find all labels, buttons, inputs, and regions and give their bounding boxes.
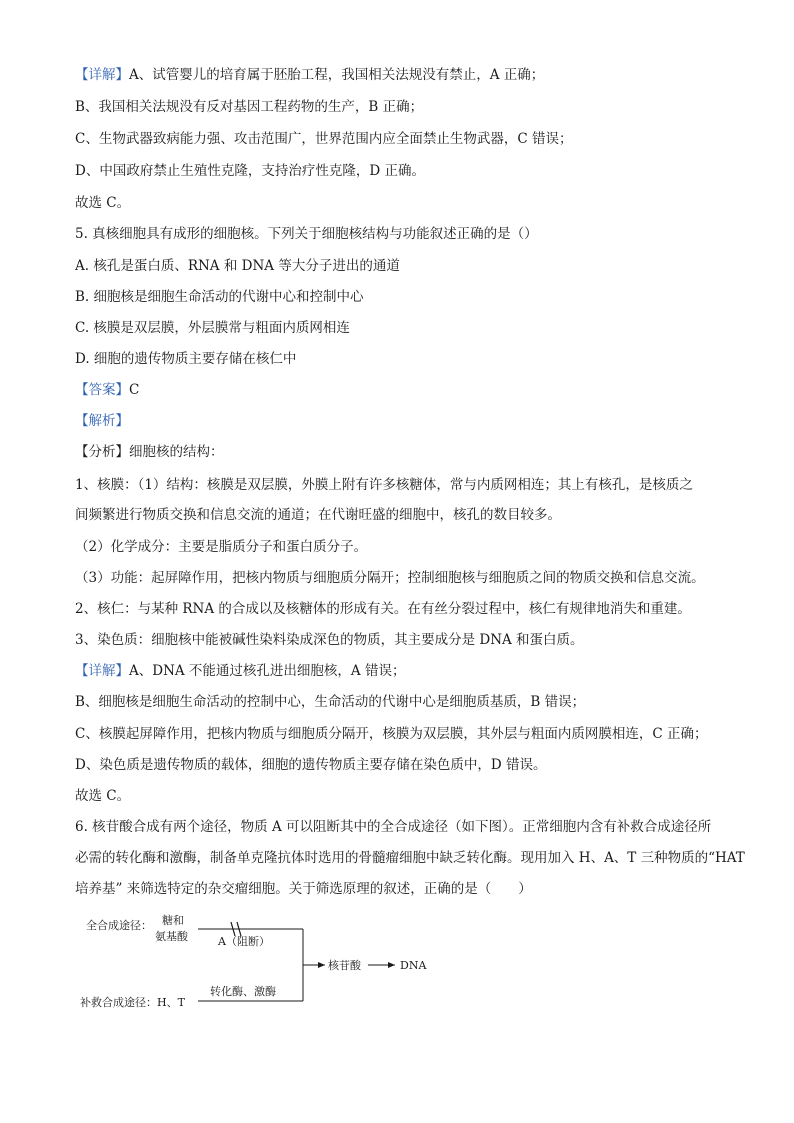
option-c: C. 核膜是双层膜，外层膜常与粗面内质网相连 [75, 320, 350, 336]
question-6-line: 必需的转化酶和激酶，制备单克隆抗体时选用的骨髓瘤细胞中缺乏转化酶。现用加入 H、A、T 三种物质的“HAT [75, 850, 745, 866]
text-line: D、染色质是遗传物质的载体，细胞的遗传物质主要存储在染色质中，D 错误。 [75, 757, 547, 773]
text-line: 故选 C。 [75, 195, 131, 211]
answer-value: C [129, 382, 140, 398]
amino-acid-label: 氨基酸 [155, 930, 188, 943]
answer-tag: 【答案】 [75, 382, 129, 398]
text-line: 故选 C。 [75, 788, 131, 804]
analysis-tag: 【解析】 [75, 413, 129, 429]
answer-line [75, 381, 139, 399]
nucleotide-pathway-diagram [70, 905, 470, 1025]
question-6-line: 6. 核苷酸合成有两个途径，物质 A 可以阻断其中的全合成途径（如下图）。正常细胞内含有补救合成途径所 [75, 819, 712, 835]
nucleotide-label: 核苷酸 [328, 959, 361, 972]
option-b: B. 细胞核是细胞生命活动的代谢中心和控制中心 [75, 289, 364, 305]
text-line [75, 662, 405, 680]
option-a: A. 核孔是蛋白质、RNA 和 DNA 等大分子进出的通道 [75, 258, 400, 274]
text-line: （2）化学成分：主要是脂质分子和蛋白质分子。 [75, 539, 368, 555]
line-text: A、试管婴儿的培育属于胚胎工程，我国相关法规没有禁止，A 正确； [129, 67, 545, 83]
dna-label: DNA [400, 959, 427, 972]
text-line: C、核膜起屏障作用，把核内物质与细胞质分隔开，核膜为双层膜，其外层与粗面内质网膜相连，C 正确； [75, 726, 708, 742]
analysis-heading [75, 412, 129, 430]
text-line: 2、核仁：与某种 RNA 的合成以及核糖体的形成有关。在有丝分裂过程中，核仁有规律地消失和重建。 [75, 601, 691, 617]
full-synthesis-label: 全合成途径： [86, 919, 152, 932]
text-line [75, 66, 544, 84]
text-line: D、中国政府禁止生殖性克隆，支持治疗性克隆，D 正确。 [75, 163, 425, 179]
text-line: B、我国相关法规没有反对基因工程药物的生产，B 正确； [75, 99, 424, 115]
fenxi-tag: 【分析】 [75, 444, 129, 460]
text-line: 3、染色质：细胞核中能被碱性染料染成深色的物质，其主要成分是 DNA 和蛋白质。 [75, 632, 584, 648]
text-line: 间频繁进行物质交换和信息交流的通道；在代谢旺盛的细胞中，核孔的数目较多。 [75, 507, 561, 523]
text-line: 1、核膜：（1）结构：核膜是双层膜，外膜上附有许多核糖体，常与内质网相连；其上有核孔，是核质之 [75, 477, 693, 493]
text-line: （3）功能：起屏障作用，把核内物质与细胞质分隔开；控制细胞核与细胞质之间的物质交换和信息交流。 [75, 570, 705, 586]
text-line: C、生物武器致病能力强、攻击范围广，世界范围内应全面禁止生物武器，C 错误； [75, 131, 573, 147]
detail-tag: 【详解】 [75, 67, 129, 83]
salvage-route-label: 补救合成途径：H、T [80, 996, 185, 1009]
sugar-label: 糖和 [162, 914, 184, 927]
question-6-line: 培养基” 来筛选特定的杂交瘤细胞。关于筛选原理的叙述，正确的是（ ） [75, 881, 532, 897]
line-text: A、DNA 不能通过核孔进出细胞核，A 错误； [129, 663, 406, 679]
detail-tag: 【详解】 [75, 663, 129, 679]
option-d: D. 细胞的遗传物质主要存储在核仁中 [75, 351, 297, 367]
line-text: 细胞核的结构： [129, 444, 224, 460]
enzymes-label: 转化酶、激酶 [210, 985, 276, 998]
block-label: A（阻断） [218, 935, 270, 948]
text-line [75, 443, 224, 461]
text-line: B、细胞核是细胞生命活动的控制中心，生命活动的代谢中心是细胞质基质，B 错误； [75, 694, 586, 710]
question-5: 5. 真核细胞具有成形的细胞核。下列关于细胞核结构与功能叙述正确的是（） [75, 226, 538, 242]
